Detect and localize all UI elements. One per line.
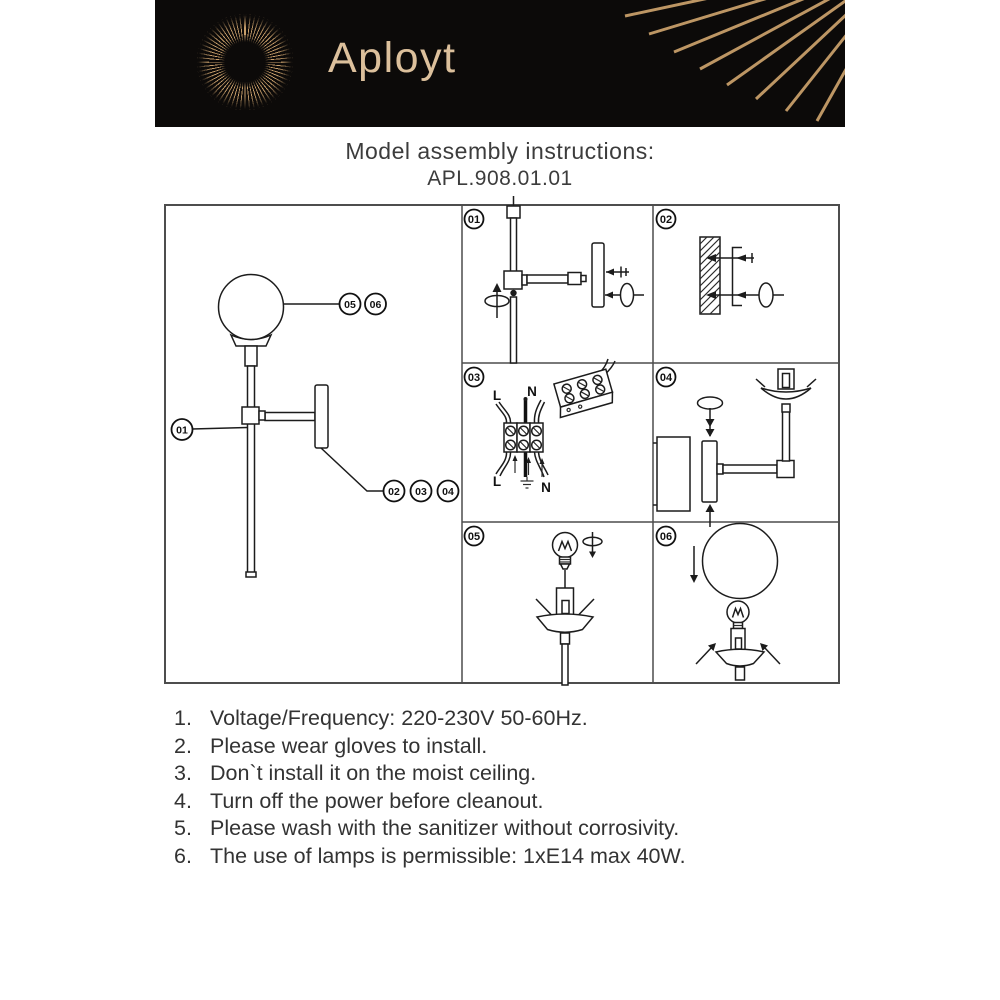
- rod-end-cap: [246, 572, 256, 577]
- callout-06: [365, 294, 386, 315]
- junction-box: [657, 437, 690, 511]
- callout-04-label: 04: [442, 486, 454, 498]
- assembly-diagram: [160, 196, 850, 692]
- glass-globe: [219, 275, 284, 340]
- brand-banner: [155, 0, 845, 127]
- plate: [592, 243, 604, 307]
- step-badge-02: [657, 210, 676, 229]
- rod: [562, 644, 568, 685]
- label-live-top: L: [492, 388, 502, 403]
- rod-top-cap: [507, 206, 520, 218]
- arm: [527, 275, 568, 283]
- step-badge-03: [465, 368, 484, 387]
- arm-connector: [259, 411, 265, 420]
- instruction-item-3: [174, 760, 874, 788]
- callout-03: [411, 481, 432, 502]
- step-number-02: 02: [659, 214, 673, 226]
- instruction-item-4: [174, 788, 874, 816]
- callout-01: [172, 419, 193, 440]
- label-neutral-bottom: N: [541, 480, 551, 495]
- rod: [783, 411, 790, 461]
- label-neutral-top: N: [527, 384, 537, 399]
- instruction-text: Voltage/Frequency: 220-230V 50-60Hz.: [210, 706, 588, 730]
- instructions-list: [174, 705, 874, 871]
- instruction-text: Please wear gloves to install.: [210, 733, 488, 758]
- callout-06-label: 06: [369, 299, 382, 311]
- step-number-03: 03: [467, 372, 481, 384]
- instruction-number: 5.: [174, 816, 192, 841]
- step-number-04: 04: [659, 372, 673, 384]
- step-badge-06: [657, 527, 676, 546]
- junction-block: [504, 271, 522, 289]
- instruction-text: Please wash with the sanitizer without corrosivity.: [210, 816, 680, 841]
- callout-02-label: 02: [388, 486, 400, 498]
- glass-globe: [703, 524, 778, 599]
- instruction-text: The use of lamps is permissible: 1xE14 max 40W.: [210, 843, 686, 868]
- callout-03-label: 03: [415, 486, 427, 498]
- callout-04: [438, 481, 459, 502]
- instruction-number: 3.: [174, 761, 192, 786]
- step-badge-01: [465, 210, 484, 229]
- socket-neck: [245, 346, 257, 366]
- callout-05-label: 05: [344, 299, 356, 311]
- instruction-item-5: [174, 815, 874, 843]
- terminal-block: [504, 423, 543, 452]
- elbow: [777, 461, 794, 478]
- plate: [702, 441, 717, 502]
- lamp-rod: [248, 366, 255, 573]
- washer: [759, 283, 773, 307]
- rod-bead: [510, 290, 516, 296]
- wall-plate: [315, 385, 328, 448]
- socket: [731, 629, 745, 652]
- step-badge-05: [465, 527, 484, 546]
- brand-logo-text: Aployt: [328, 34, 457, 82]
- label-live-bottom: L: [492, 474, 502, 489]
- model-number: APL.908.01.01: [427, 167, 573, 190]
- instruction-item-6: [174, 843, 874, 871]
- instruction-number: 2.: [174, 733, 192, 758]
- rod-lower: [511, 297, 517, 363]
- callout-05: [340, 294, 361, 315]
- rod-upper: [511, 218, 517, 272]
- step-number-01: 01: [467, 214, 481, 226]
- step-badge-04: [657, 368, 676, 387]
- instruction-number: 4.: [174, 788, 192, 813]
- instruction-item-1: [174, 705, 874, 733]
- page-title: Model assembly instructions:: [345, 138, 655, 164]
- step-number-05: 05: [467, 531, 481, 543]
- arm: [723, 465, 777, 473]
- callout-02: [384, 481, 405, 502]
- wall-arm: [265, 413, 315, 421]
- step-number-06: 06: [659, 531, 673, 543]
- instruction-item-2: [174, 733, 874, 761]
- callout-01-label: 01: [176, 424, 188, 437]
- banner-rays-decoration: [155, 0, 845, 127]
- instruction-number: 1.: [174, 706, 192, 730]
- rod-junction: [242, 407, 259, 424]
- instruction-number: 6.: [174, 843, 192, 868]
- instruction-text: Don`t install it on the moist ceiling.: [210, 761, 537, 786]
- instruction-text: Turn off the power before cleanout.: [210, 788, 544, 813]
